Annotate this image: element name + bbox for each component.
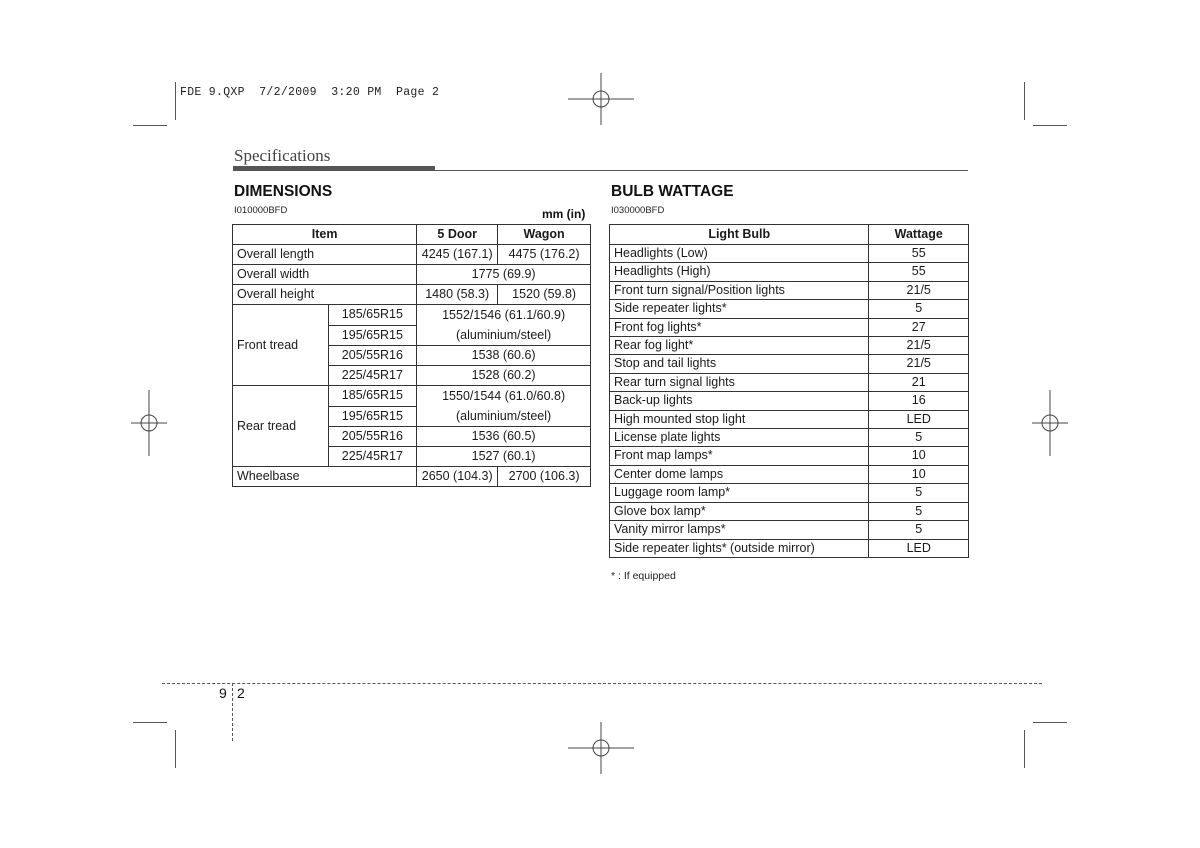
dimensions-code: I010000BFD	[234, 205, 288, 216]
table-row	[610, 300, 969, 318]
row-label: Wheelbase	[233, 467, 417, 487]
table-row	[233, 386, 591, 407]
bulb-name: Front fog lights*	[610, 318, 869, 336]
cell-value: 4475 (176.2)	[498, 245, 591, 265]
tire-size: 185/65R15	[328, 305, 417, 326]
row-label: Overall height	[233, 285, 417, 305]
column-header-light-bulb: Light Bulb	[610, 225, 869, 245]
bulb-wattage: 21/5	[869, 355, 969, 373]
cell-value: 2650 (104.3)	[417, 467, 498, 487]
footer-rule	[162, 683, 1042, 684]
cell-value: 1775 (69.9)	[417, 265, 591, 285]
table-row	[610, 318, 969, 336]
bulb-name: Front turn signal/Position lights	[610, 281, 869, 299]
bulb-wattage: 5	[869, 521, 969, 539]
bulb-wattage: LED	[869, 539, 969, 557]
table-row	[610, 447, 969, 465]
table-row	[610, 245, 969, 263]
tire-size: 225/45R17	[328, 447, 417, 467]
tread-value-line: (aluminium/steel)	[456, 409, 552, 423]
table-row	[610, 465, 969, 483]
table-row	[233, 285, 591, 305]
table-row	[610, 281, 969, 299]
row-label: Rear tread	[233, 386, 329, 467]
bulb-wattage-table	[609, 224, 969, 558]
bulb-wattage: LED	[869, 410, 969, 428]
table-row	[610, 263, 969, 281]
dimensions-units: mm (in)	[542, 207, 586, 221]
title-rule	[233, 170, 968, 171]
bulb-name: Rear fog light*	[610, 337, 869, 355]
tread-value-line: 1550/1544 (61.0/60.8)	[442, 389, 566, 403]
table-row	[610, 410, 969, 428]
bulb-name: Stop and tail lights	[610, 355, 869, 373]
dimensions-heading: DIMENSIONS	[234, 183, 333, 200]
cell-value: 1527 (60.1)	[417, 447, 591, 467]
table-row	[610, 355, 969, 373]
table-row	[233, 245, 591, 265]
bulb-name: Side repeater lights*	[610, 300, 869, 318]
table-row	[610, 521, 969, 539]
tire-size: 205/55R16	[328, 346, 417, 366]
bulb-name: Vanity mirror lamps*	[610, 521, 869, 539]
bulb-name: Front map lamps*	[610, 447, 869, 465]
bulb-wattage: 10	[869, 447, 969, 465]
table-row	[233, 305, 591, 326]
chapter-number: 9	[219, 685, 227, 701]
tread-value-line: (aluminium/steel)	[456, 328, 552, 342]
bulb-wattage: 5	[869, 429, 969, 447]
footnote: * : If equipped	[611, 570, 676, 582]
tire-size: 225/45R17	[328, 366, 417, 386]
bulb-wattage-heading: BULB WATTAGE	[611, 183, 734, 200]
table-row	[610, 392, 969, 410]
bulb-name: Headlights (Low)	[610, 245, 869, 263]
bulb-wattage: 21/5	[869, 281, 969, 299]
bulb-wattage: 5	[869, 502, 969, 520]
bulb-wattage: 55	[869, 263, 969, 281]
row-label: Front tread	[233, 305, 329, 386]
table-row	[610, 429, 969, 447]
row-label: Overall length	[233, 245, 417, 265]
dimensions-table	[232, 224, 591, 487]
cell-value: 4245 (167.1)	[417, 245, 498, 265]
bulb-wattage: 21/5	[869, 337, 969, 355]
column-header-item: Item	[233, 225, 417, 245]
table-row	[610, 502, 969, 520]
bulb-wattage: 21	[869, 373, 969, 391]
bulb-wattage: 5	[869, 484, 969, 502]
cell-value: 1528 (60.2)	[417, 366, 591, 386]
bulb-wattage-code: I030000BFD	[611, 205, 665, 216]
bulb-name: Back-up lights	[610, 392, 869, 410]
table-header-row	[610, 225, 969, 245]
bulb-name: Rear turn signal lights	[610, 373, 869, 391]
cell-value: 2700 (106.3)	[498, 467, 591, 487]
tread-value-line: 1552/1546 (61.1/60.9)	[442, 308, 566, 322]
tire-size: 195/65R15	[328, 325, 417, 346]
print-slug: FDE 9.QXP 7/2/2009 3:20 PM Page 2	[180, 86, 440, 99]
cell-value	[417, 305, 591, 346]
cell-value: 1538 (60.6)	[417, 346, 591, 366]
row-label: Overall width	[233, 265, 417, 285]
bulb-wattage: 55	[869, 245, 969, 263]
cell-value: 1520 (59.8)	[498, 285, 591, 305]
bulb-wattage: 16	[869, 392, 969, 410]
bulb-name: License plate lights	[610, 429, 869, 447]
tire-size: 205/55R16	[328, 427, 417, 447]
bulb-rows	[610, 245, 969, 558]
registration-mark-bottom	[568, 722, 634, 774]
cell-value: 1536 (60.5)	[417, 427, 591, 447]
table-header-row	[233, 225, 591, 245]
section-title: Specifications	[234, 146, 331, 165]
table-row	[233, 265, 591, 285]
table-row	[610, 337, 969, 355]
table-row	[233, 467, 591, 487]
bulb-name: Glove box lamp*	[610, 502, 869, 520]
bulb-name: Luggage room lamp*	[610, 484, 869, 502]
table-row	[610, 373, 969, 391]
registration-mark-right	[1032, 390, 1068, 456]
bulb-name: Center dome lamps	[610, 465, 869, 483]
column-header-5door: 5 Door	[417, 225, 498, 245]
column-header-wattage: Wattage	[869, 225, 969, 245]
bulb-wattage: 10	[869, 465, 969, 483]
footer-divider	[232, 683, 233, 741]
bulb-name: High mounted stop light	[610, 410, 869, 428]
column-header-wagon: Wagon	[498, 225, 591, 245]
table-row	[610, 484, 969, 502]
bulb-wattage: 5	[869, 300, 969, 318]
cell-value	[417, 386, 591, 427]
page-number: 2	[237, 685, 245, 701]
bulb-name: Side repeater lights* (outside mirror)	[610, 539, 869, 557]
table-row	[610, 539, 969, 557]
bulb-name: Headlights (High)	[610, 263, 869, 281]
tire-size: 195/65R15	[328, 406, 417, 427]
registration-mark-top	[568, 73, 634, 125]
tire-size: 185/65R15	[328, 386, 417, 407]
registration-mark-left	[131, 390, 167, 456]
cell-value: 1480 (58.3)	[417, 285, 498, 305]
bulb-wattage: 27	[869, 318, 969, 336]
